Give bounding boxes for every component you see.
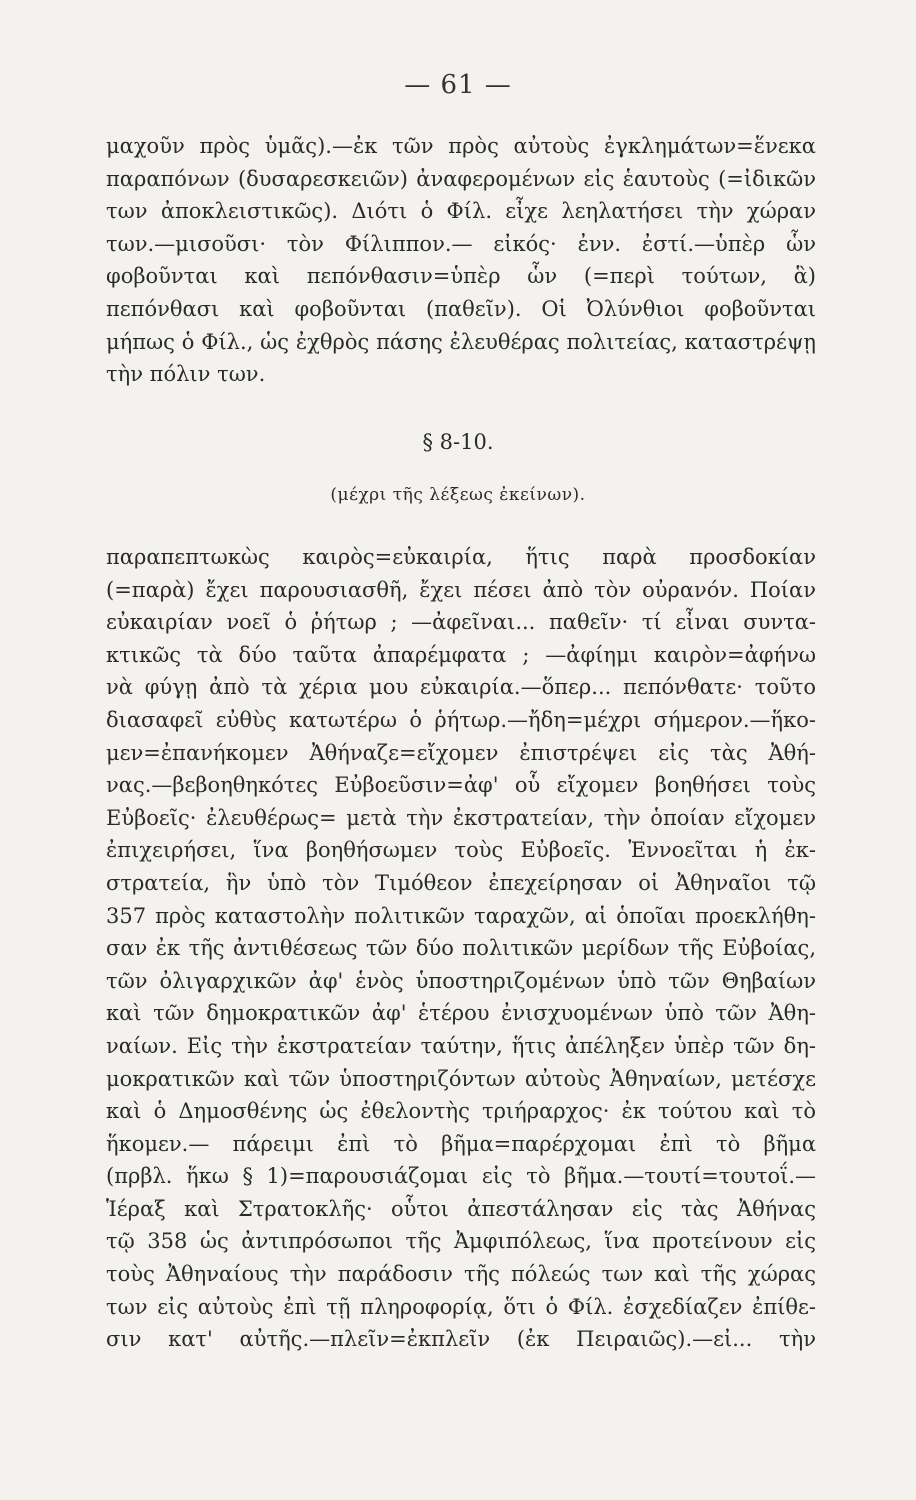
text-line: ἐπιχειρήσει, ἵνα βοηθήσωμεν τοὺς Εὐβοεῖς. Ἐννοεῖται ἡ ἐκ- <box>106 838 816 863</box>
commentary-block-top <box>106 130 816 391</box>
text-line: καὶ τῶν δημοκρατικῶν ἀφ' ἑτέρου ἐνισχυομένων ὑπὸ τῶν Ἀθη- <box>106 1001 816 1026</box>
text-line: τὴν πόλιν των. <box>106 362 266 387</box>
text-line: (πρβλ. ἥκω § 1)=παρουσιάζομαι εἰς τὸ βῆμα.—τουτί=τουτοΐ.— <box>106 1164 816 1189</box>
text-line: παραπόνων (δυσαρεσκειῶν) ἀναφερομένων εἰς ἑαυτοὺς (=ἰδικῶν <box>106 166 816 191</box>
text-line: μεν=ἐπανήκομεν Ἀθήναζε=εἴχομεν ἐπιστρέψει εἰς τὰς Ἀθή- <box>106 740 816 765</box>
text-line: πεπόνθασι καὶ φοβοῦνται (παθεῖν). Οἱ Ὀλύνθιοι φοβοῦνται <box>106 296 816 321</box>
text-line: των ἀποκλειστικῶς). Διότι ὁ Φίλ. εἶχε λεηλατήσει τὴν χώραν <box>106 199 816 224</box>
text-line: παραπεπτωκὼς καιρὸς=εὐκαιρία, ἥτις παρὰ προσδοκίαν <box>106 545 816 569</box>
text-line: ναίων. Εἰς τὴν ἐκστρατείαν ταύτην, ἥτις ἀπέληξεν ὑπὲρ τῶν δη- <box>106 1033 816 1058</box>
text-line: μοκρατικῶν καὶ τῶν ὑποστηριζόντων αὐτοὺς Ἀθηναίων, μετέσχε <box>106 1066 816 1091</box>
text-line: μήπως ὁ Φίλ., ὡς ἐχθρὸς πάσης ἐλευθέρας πολιτείας, καταστρέψῃ <box>106 329 816 354</box>
commentary-block-main <box>106 541 816 1356</box>
text-line: 357 πρὸς καταστολὴν πολιτικῶν ταραχῶν, αἱ ὁποῖαι προεκλήθη- <box>106 903 816 928</box>
text-line: τῷ 358 ὡς ἀντιπρόσωποι τῆς Ἀμφιπόλεως, ἵνα προτείνουν εἰς <box>106 1229 816 1254</box>
text-line: φοβοῦνται καὶ πεπόνθασιν=ὑπὲρ ὧν (=περὶ τούτων, ἃ) <box>106 264 816 289</box>
section-heading: § 8-10. <box>422 430 494 454</box>
text-line: (=παρὰ) ἔχει παρουσιασθῆ, ἔχει πέσει ἀπὸ τὸν οὐρανόν. Ποίαν <box>106 577 816 602</box>
text-line: ἥκομεν.— πάρειμι ἐπὶ τὸ βῆμα=παρέρχομαι ἐπὶ τὸ βῆμα <box>106 1131 816 1156</box>
text-line: Εὐβοεῖς· ἐλευθέρως= μετὰ τὴν ἐκστρατείαν, τὴν ὁποίαν εἴχομεν <box>106 805 816 830</box>
section-subheading: (μέχρι τῆς λέξεως ἐκείνων). <box>330 485 586 505</box>
text-line: νὰ φύγῃ ἀπὸ τὰ χέρια μου εὐκαιρία.—ὅπερ... πεπόνθατε· τοῦτο <box>106 675 816 700</box>
text-line: καὶ ὁ Δημοσθένης ὡς ἐθελοντὴς τριήραρχος· ἐκ τούτου καὶ τὸ <box>106 1099 816 1124</box>
text-line: μαχοῦν πρὸς ὑμᾶς).—ἐκ τῶν πρὸς αὐτοὺς ἐγκλημάτων=ἕνεκα <box>106 134 816 158</box>
page-number: — 61 — <box>404 70 512 100</box>
text-line: διασαφεῖ εὐθὺς κατωτέρω ὁ ῥήτωρ.—ἤδη=μέχρι σήμερον.—ἥκο- <box>106 707 816 732</box>
text-line: Ἱέραξ καὶ Στρατοκλῆς· οὗτοι ἀπεστάλησαν εἰς τὰς Ἀθήνας <box>106 1196 816 1221</box>
text-line: τῶν ὀλιγαρχικῶν ἀφ' ἑνὸς ὑποστηριζομένων ὑπὸ τῶν Θηβαίων <box>106 968 816 993</box>
text-line: σιν κατ' αὐτῆς.—πλεῖν=ἐκπλεῖν (ἐκ Πειραιῶς).—εἰ... τὴν <box>106 1327 816 1352</box>
text-line: στρατεία, ἣν ὑπὸ τὸν Τιμόθεον ἐπεχείρησαν οἱ Ἀθηναῖοι τῷ <box>106 870 816 895</box>
text-line: τοὺς Ἀθηναίους τὴν παράδοσιν τῆς πόλεώς των καὶ τῆς χώρας <box>106 1262 816 1287</box>
text-line: νας.—βεβοηθηκότες Εὐβοεῦσιν=ἀφ' οὗ εἴχομεν βοηθήσει τοὺς <box>106 773 816 798</box>
text-line: κτικῶς τὰ δύο ταῦτα ἀπαρέμφατα ; —ἀφίημι καιρὸν=ἀφήνω <box>106 642 816 667</box>
text-line: των.—μισοῦσι· τὸν Φίλιππον.— εἰκός· ἐνν. ἐστί.—ὑπὲρ ὧν <box>106 231 816 256</box>
text-line: σαν ἐκ τῆς ἀντιθέσεως τῶν δύο πολιτικῶν μερίδων τῆς Εὐβοίας, <box>106 936 816 961</box>
text-line: εὐκαιρίαν νοεῖ ὁ ῥήτωρ ; —ἀφεῖναι... παθεῖν· τί εἶναι συντα- <box>106 610 816 635</box>
text-line: των εἰς αὐτοὺς ἐπὶ τῇ πληροφορίᾳ, ὅτι ὁ Φίλ. ἐσχεδίαζεν ἐπίθε- <box>106 1294 816 1319</box>
